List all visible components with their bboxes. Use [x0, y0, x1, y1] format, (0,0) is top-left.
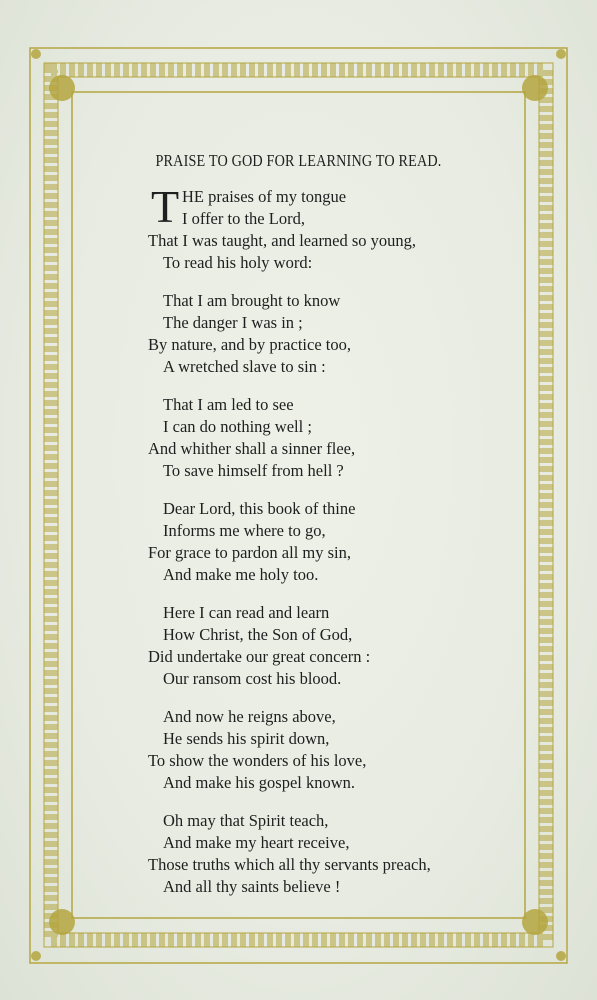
stanza-line: And all thy saints believe !: [163, 877, 341, 896]
stanza-line: Oh may that Spirit teach,: [163, 811, 329, 830]
stanza-line: Dear Lord, this book of thine: [163, 499, 356, 518]
stanza-line: To read his holy word:: [163, 253, 313, 272]
stanza-line: How Christ, the Son of God,: [163, 625, 353, 644]
stanza-line: For grace to pardon all my sin,: [148, 543, 351, 562]
corner-ornament-tl: [49, 75, 75, 101]
stanza-line: And now he reigns above,: [163, 707, 336, 726]
stanza-line: Those truths which all thy servants preach,: [148, 855, 431, 874]
stanza-line: That I am brought to know: [163, 291, 341, 310]
corner-ornament-br: [522, 909, 548, 935]
stanza-2: [60, 290, 537, 378]
stanza-line: That I was taught, and learned so young,: [148, 231, 417, 250]
stanza-line: And whither shall a sinner flee,: [148, 439, 356, 458]
stanza-line: That I am led to see: [163, 395, 294, 414]
stanza-1: [60, 181, 537, 274]
poem: [60, 150, 537, 898]
stanza-6: [60, 706, 537, 794]
stanza-line: I offer to the Lord,: [182, 209, 305, 228]
stanza-line: Did undertake our great concern :: [148, 647, 371, 666]
stanza-line: By nature, and by practice too,: [148, 335, 351, 354]
stanza-line: HE praises of my tongue: [182, 187, 347, 206]
stanza-line: To save himself from hell ?: [163, 461, 344, 480]
stanza-line: A wretched slave to sin :: [163, 357, 326, 376]
drop-cap: T: [151, 181, 180, 232]
stanza-line: And make my heart receive,: [163, 833, 350, 852]
stanza-line: The danger I was in ;: [163, 313, 303, 332]
stanza-3: [60, 394, 537, 482]
corner-ornament-tr: [522, 75, 548, 101]
stanza-line: Here I can read and learn: [163, 603, 330, 622]
stanza-7: [60, 810, 537, 898]
stanza-line: I can do nothing well ;: [163, 417, 312, 436]
stanza-line: And make me holy too.: [163, 565, 319, 584]
stanza-line: To show the wonders of his love,: [148, 751, 367, 770]
stanza-line: Informs me where to go,: [163, 521, 326, 540]
poem-title: PRAISE TO GOD FOR LEARNING TO READ.: [155, 151, 442, 170]
stanza-line: Our ransom cost his blood.: [163, 669, 342, 688]
stanza-4: [60, 498, 537, 586]
stanza-line: He sends his spirit down,: [163, 729, 330, 748]
stanza-line: And make his gospel known.: [163, 773, 356, 792]
stanza-5: [60, 602, 537, 690]
corner-ornament-bl: [49, 909, 75, 935]
